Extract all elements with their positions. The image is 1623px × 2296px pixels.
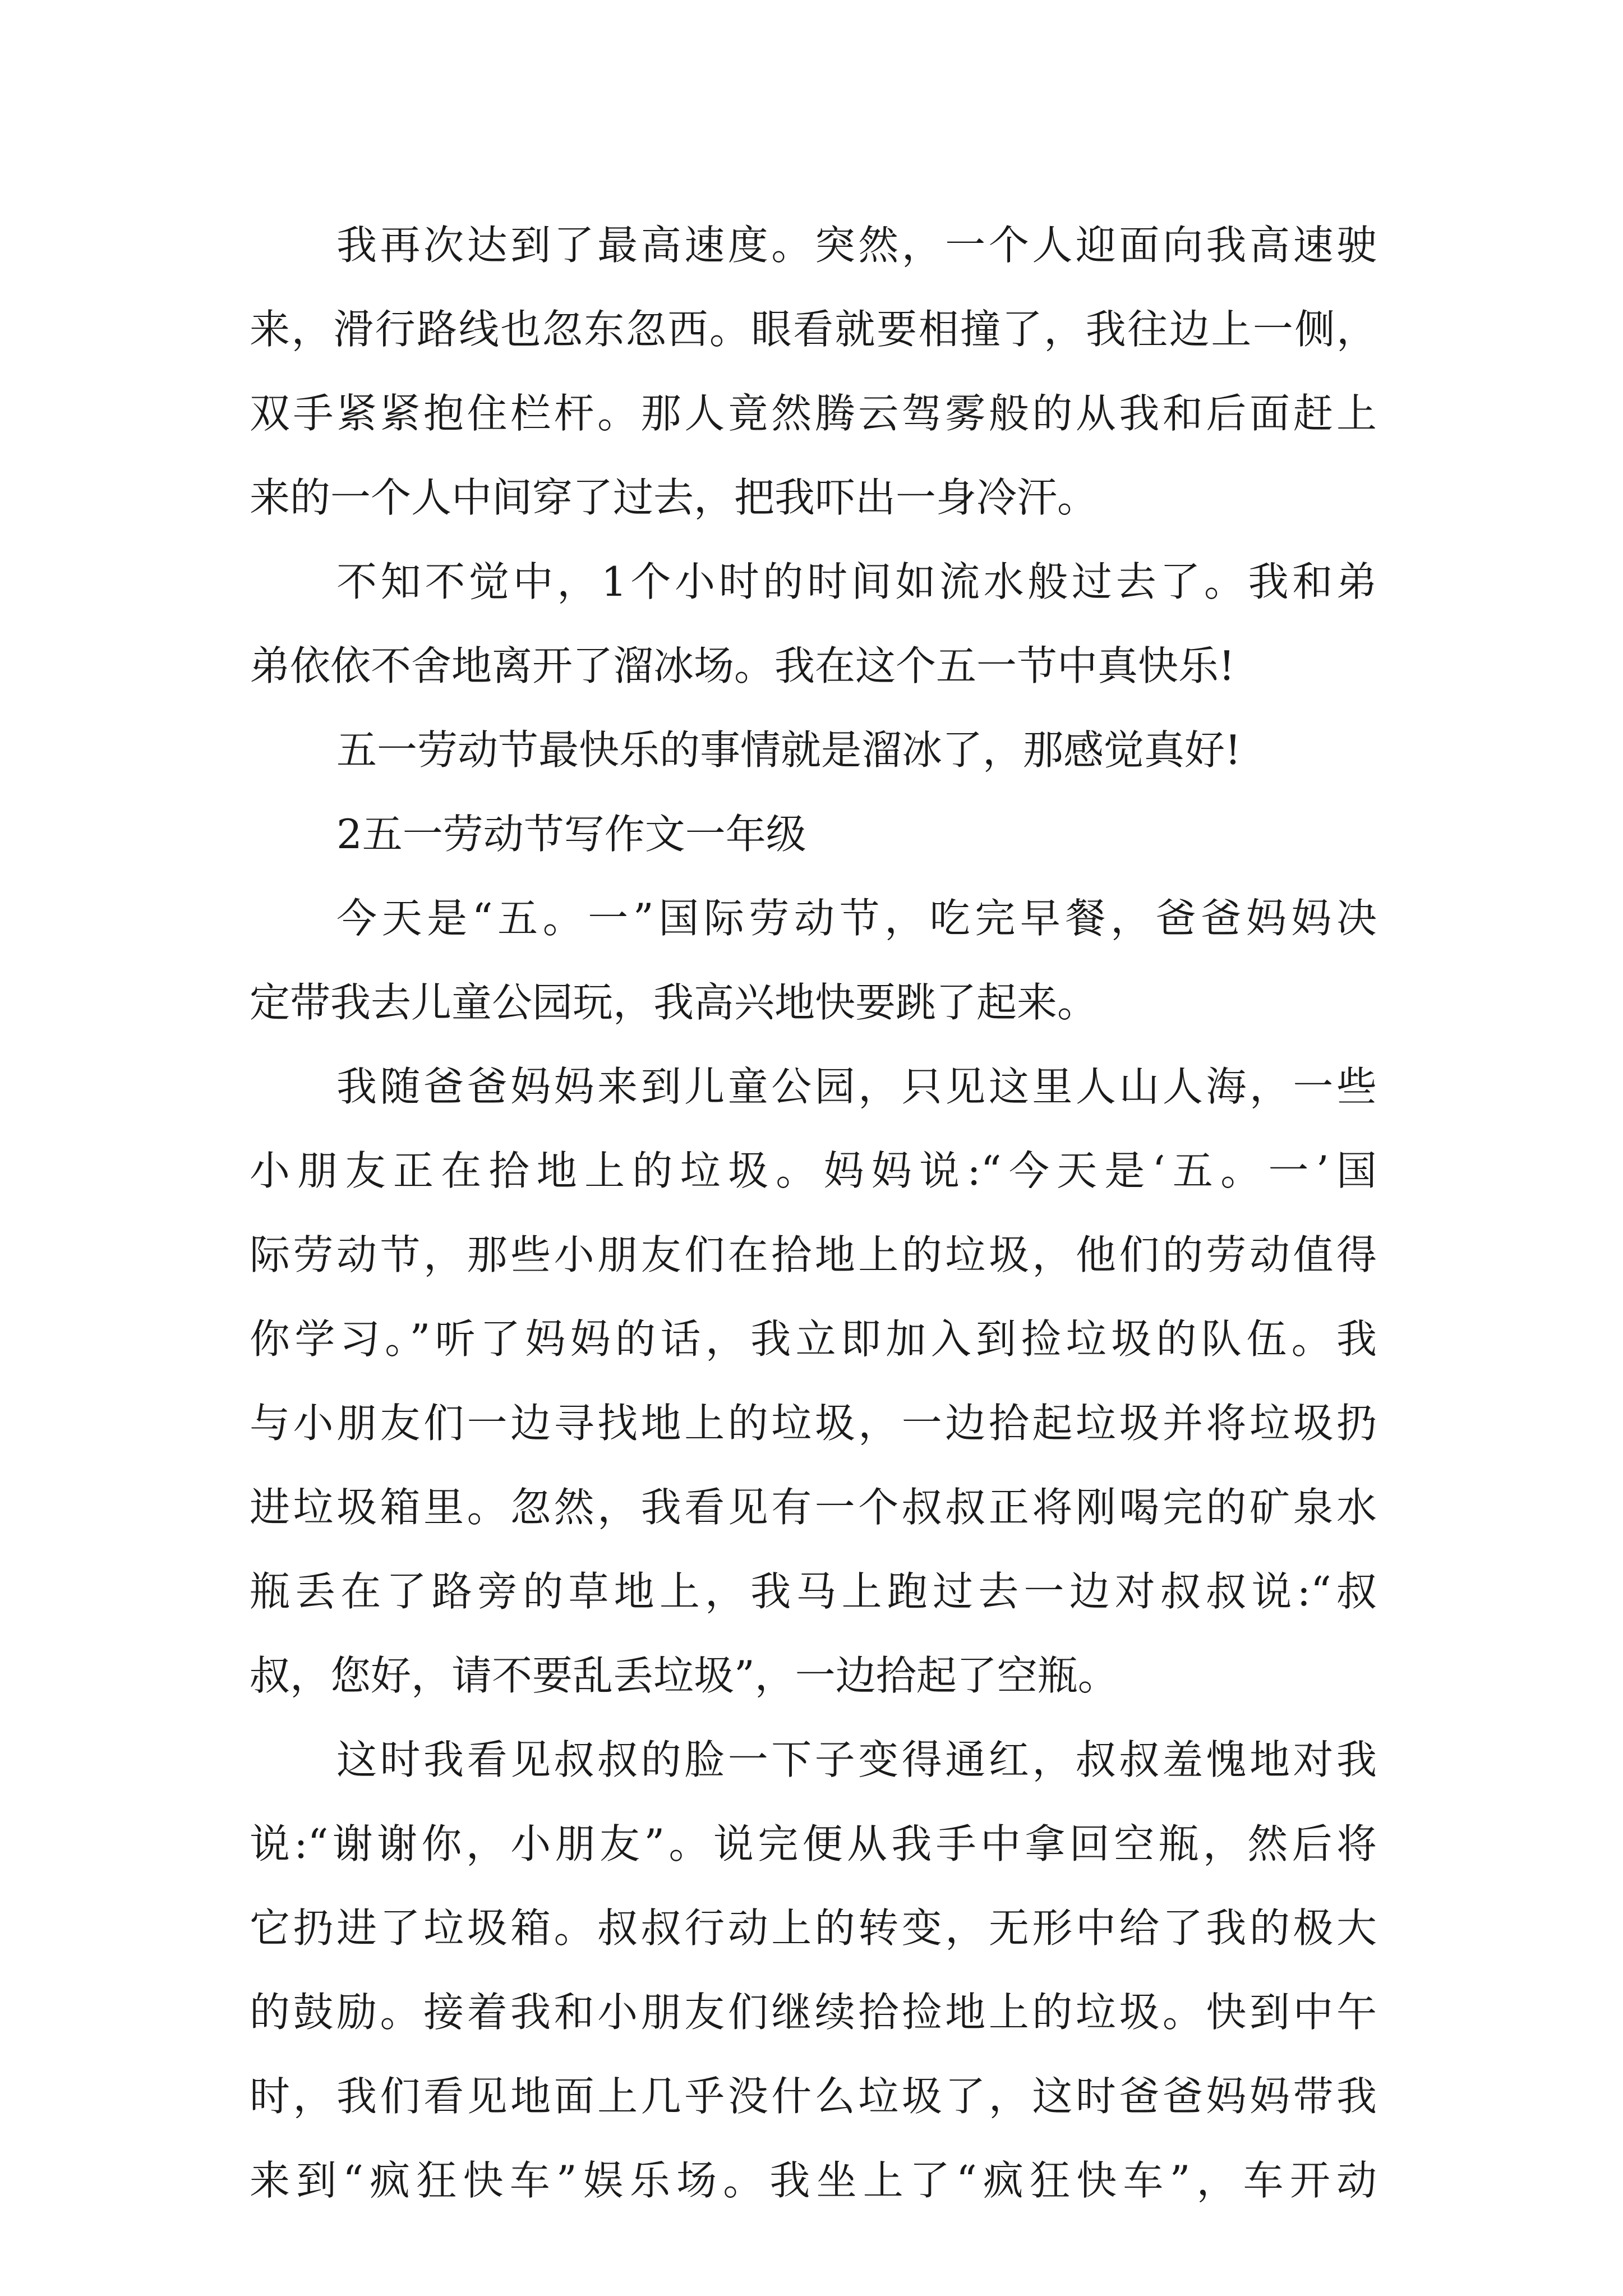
paragraph-line: 不知不觉中，1个小时的时间如流水般过去了。我和弟 — [336, 558, 1377, 605]
paragraph-line: 我随爸爸妈妈来到儿童公园，只见这里人山人海，一些 — [336, 1063, 1377, 1110]
paragraph-line: 五一劳动节最快乐的事情就是溜冰了，那感觉真好! — [336, 726, 1241, 774]
paragraph-line: 它扔进了垃圾箱。叔叔行动上的转变，无形中给了我的极大 — [250, 1904, 1377, 1952]
paragraph-line: 瓶丢在了路旁的草地上，我马上跑过去一边对叔叔说:“叔 — [250, 1568, 1377, 1615]
paragraph-line: 这时我看见叔叔的脸一下子变得通红，叔叔羞愧地对我 — [336, 1736, 1377, 1783]
paragraph-line: 弟依依不舍地离开了溜冰场。我在这个五一节中真快乐! — [250, 642, 1235, 689]
paragraph-line: 时，我们看见地面上几乎没什么垃圾了，这时爸爸妈妈带我 — [250, 2073, 1377, 2120]
paragraph-line: 我再次达到了最高速度。突然，一个人迎面向我高速驶 — [336, 222, 1377, 269]
paragraph-line: 际劳动节，那些小朋友们在拾地上的垃圾，他们的劳动值得 — [250, 1231, 1377, 1278]
paragraph-line: 定带我去儿童公园玩，我高兴地快要跳了起来。 — [250, 979, 1098, 1026]
paragraph-line: 与小朋友们一边寻找地上的垃圾，一边拾起垃圾并将垃圾扔 — [250, 1400, 1377, 1447]
paragraph-line: 你学习。”听了妈妈的话，我立即加入到捡垃圾的队伍。我 — [250, 1315, 1377, 1363]
paragraph-line: 进垃圾箱里。忽然，我看见有一个叔叔正将刚喝完的矿泉水 — [250, 1484, 1377, 1531]
paragraph-line: 的鼓励。接着我和小朋友们继续拾捡地上的垃圾。快到中午 — [250, 1989, 1377, 2036]
paragraph-line: 说:“谢谢你，小朋友”。说完便从我手中拿回空瓶，然后将 — [250, 1820, 1377, 1867]
paragraph-line: 来，滑行路线也忽东忽西。眼看就要相撞了，我往边上一侧， — [250, 306, 1377, 353]
paragraph-line: 来到“疯狂快车”娱乐场。我坐上了“疯狂快车”，车开动 — [250, 2157, 1377, 2204]
paragraph-line: 小朋友正在拾地上的垃圾。妈妈说:“今天是‘五。一’国 — [250, 1147, 1377, 1194]
section-heading: 2五一劳动节写作文一年级 — [336, 811, 806, 858]
paragraph-line: 双手紧紧抱住栏杆。那人竟然腾云驾雾般的从我和后面赶上 — [250, 390, 1377, 437]
paragraph-line: 来的一个人中间穿了过去，把我吓出一身冷汗。 — [250, 474, 1098, 521]
paragraph-line: 今天是“五。一”国际劳动节，吃完早餐，爸爸妈妈决 — [336, 895, 1377, 942]
paragraph-line: 叔，您好，请不要乱丢垃圾”，一边拾起了空瓶。 — [250, 1652, 1118, 1699]
